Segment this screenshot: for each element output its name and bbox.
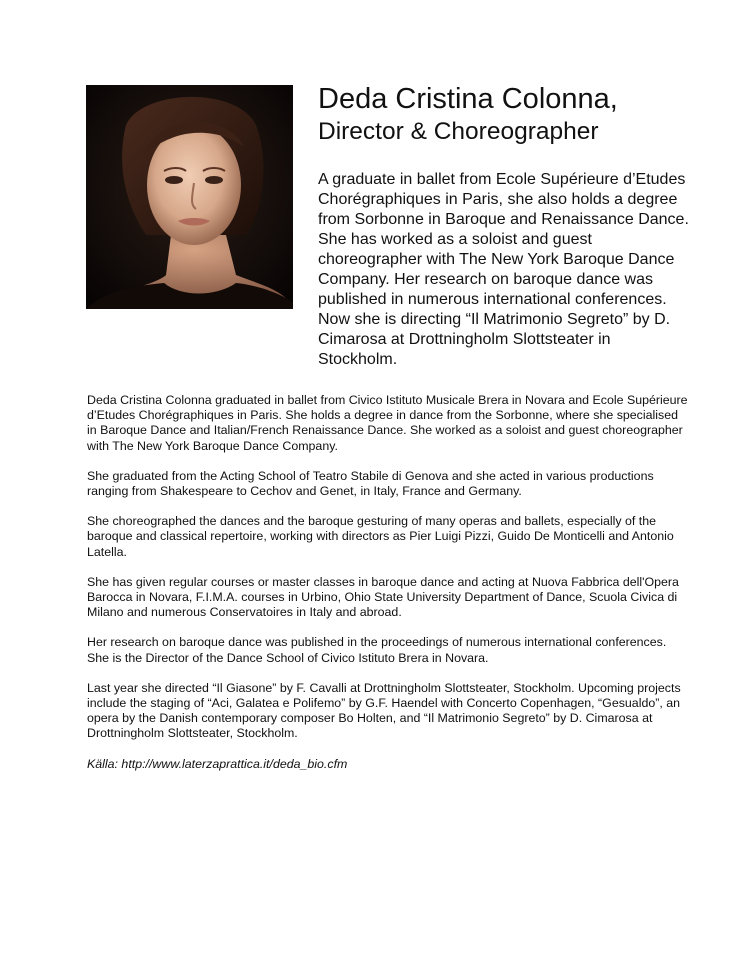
title-block [318, 82, 728, 148]
intro-paragraph: A graduate in ballet from Ecole Supérieure d’Etudes Chorégraphiques in Paris, she also holds a degree from Sorbonne in Baroque and Renaissance Dance. She has worked as a soloist and guest choreographer with The New York Baroque Dance Company. Her research on baroque dance was published in numerous international conferences. Now she is directing “Il Matrimonio Segreto” by D. Cimarosa at Drottningholm Slottsteater in Stockholm. [318, 171, 689, 368]
person-role: Director & Choreographer [318, 118, 599, 145]
bio-paragraph: Deda Cristina Colonna graduated in ballet from Civico Istituto Musicale Brera in Novara and Ecole Supérieure d’Etudes Chorégraphiques in Paris. She holds a degree in dance from the Sorbonne, where she specialised in Baroque Dance and Italian/French Renaissance Dance. She worked as a soloist and guest choreographer with The New York Baroque Dance Company. [87, 393, 688, 453]
portrait-photo [86, 85, 293, 309]
bio-paragraph: She graduated from the Acting School of Teatro Stabile di Genova and she acted in various productions ranging from Shakespeare to Cechov and Genet, in Italy, France and Germany. [87, 468, 654, 499]
person-name: Deda Cristina Colonna, [318, 83, 618, 115]
bio-paragraph: She has given regular courses or master classes in baroque dance and acting at Nuova Fabbrica dell'Opera Barocca in Novara, F.I.M.A. courses in Urbino, Ohio State University Department of Dance, Scuola Civica di Milano and numerous Conservatoires in Italy and abroad. [87, 574, 679, 620]
bio-paragraph: Last year she directed “Il Giasone” by F. Cavalli at Drottningholm Slottsteater, Stockholm. Upcoming projects include the staging of “Aci, Galatea e Polifemo” by G.F. Haendel with Concerto Copenhagen, “Gesualdo”, an opera by the Danish contemporary composer Bo Holten, and “Il Matrimonio Segreto” by D. Cimarosa at Drottningholm Slottsteater, Stockholm. [87, 680, 681, 741]
source-citation: Källa: http://www.laterzaprattica.it/deda_bio.cfm [87, 756, 348, 771]
bio-paragraph: Her research on baroque dance was published in the proceedings of numerous international conferences. She is the Director of the Dance School of Civico Istituto Brera in Novara. [87, 635, 667, 665]
biography [87, 393, 689, 787]
bio-paragraph: She choreographed the dances and the baroque gesturing of many operas and ballets, especially of the baroque and classical repertoire, working with directors as Pier Luigi Pizzi, Guido De Monticelli and Antonio Latella. [87, 514, 674, 559]
